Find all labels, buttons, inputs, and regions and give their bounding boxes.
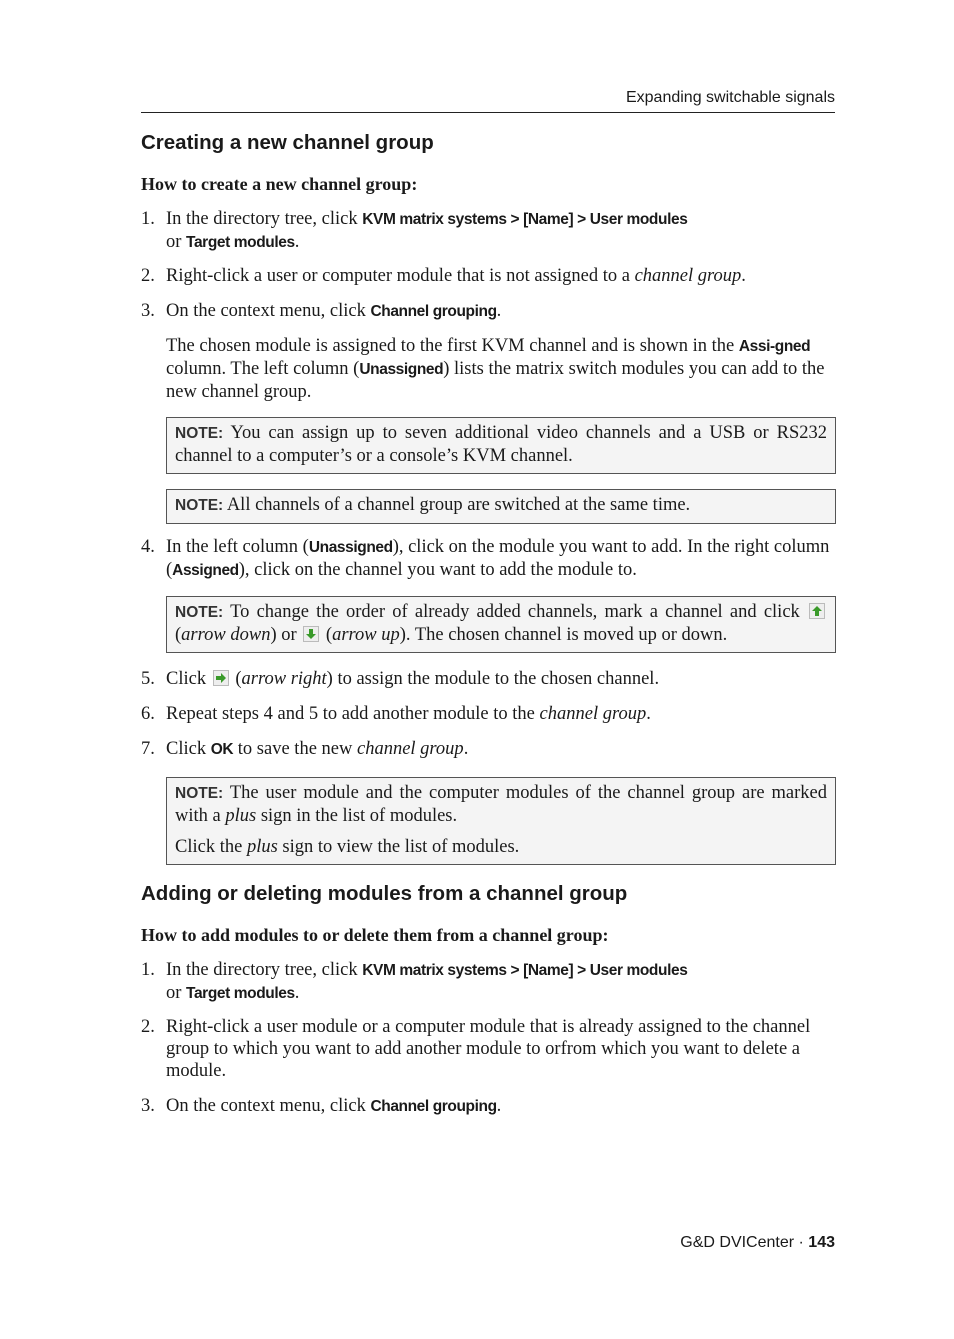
- footer-product: G&D DVICenter ·: [680, 1234, 809, 1251]
- page-footer: [680, 1234, 835, 1252]
- page-number: 143: [808, 1234, 835, 1251]
- note-box-1: NOTE: You can assign up to seven additional video channels and a USB or RS232 channel to a computer’s or a console’s KVM channel.: [166, 417, 836, 474]
- arrow-down-icon: [303, 626, 319, 642]
- note-label: NOTE:: [175, 425, 224, 442]
- paragraph-assigned: The chosen module is assigned to the first KVM channel and is shown in the Assi-gned column. The left column (Unassigned) lists the matrix switch modules you can add to the new channel group.: [166, 336, 825, 402]
- howto-create: How to create a new channel group:: [141, 174, 418, 194]
- note-label: NOTE:: [175, 497, 224, 514]
- section-heading-create: Creating a new channel group: [141, 131, 434, 154]
- step-4: 4. In the left column (Unassigned), click on the module you want to add. In the right column (Assigned), click on the channel you want to add the module to.: [141, 537, 830, 580]
- header-rule: [141, 112, 835, 113]
- step-1: 1. In the directory tree, click KVM matrix systems > [Name] > User modules or Target modules.: [141, 209, 688, 252]
- section-heading-add-delete: Adding or deleting modules from a channel group: [141, 882, 628, 905]
- step-2: 2. Right-click a user or computer module that is not assigned to a channel group.: [141, 266, 746, 286]
- step-1: 1. In the directory tree, click KVM matrix systems > [Name] > User modules or Target modules.: [141, 960, 688, 1003]
- note-box-2: NOTE: All channels of a channel group are switched at the same time.: [166, 489, 836, 524]
- note-box-3: NOTE: To change the order of already added channels, mark a channel and click (arrow down) or (arrow up). The chosen channel is moved up or down.: [166, 596, 836, 653]
- ui-target-modules: Target modules: [186, 234, 295, 251]
- step-3: 3. On the context menu, click Channel grouping.: [141, 301, 502, 321]
- arrow-right-icon: [213, 670, 229, 686]
- note-label: NOTE:: [175, 785, 224, 802]
- step-3: 3. On the context menu, click Channel grouping.: [141, 1096, 502, 1116]
- note-label: NOTE:: [175, 604, 224, 621]
- running-header: Expanding switchable signals: [625, 89, 835, 106]
- step-6: 6. Repeat steps 4 and 5 to add another module to the channel group.: [141, 704, 651, 724]
- arrow-up-icon: [809, 603, 825, 619]
- step-2: 2. Right-click a user module or a computer module that is already assigned to the channel group to which you want to add another module to orfrom which you want to delete a module.: [141, 1017, 811, 1081]
- step-7: 7. Click OK to save the new channel group.: [141, 739, 469, 759]
- howto-add-delete: How to add modules to or delete them from a channel group:: [141, 925, 609, 945]
- note-box-4: NOTE: The user module and the computer modules of the channel group are marked with a plus sign in the list of modules. Click the plus sign to view the list of modules.: [166, 777, 836, 865]
- ui-path: KVM matrix systems > [Name] > User modules: [362, 211, 688, 228]
- step-5: 5. Click (arrow right) to assign the module to the chosen channel.: [141, 669, 660, 689]
